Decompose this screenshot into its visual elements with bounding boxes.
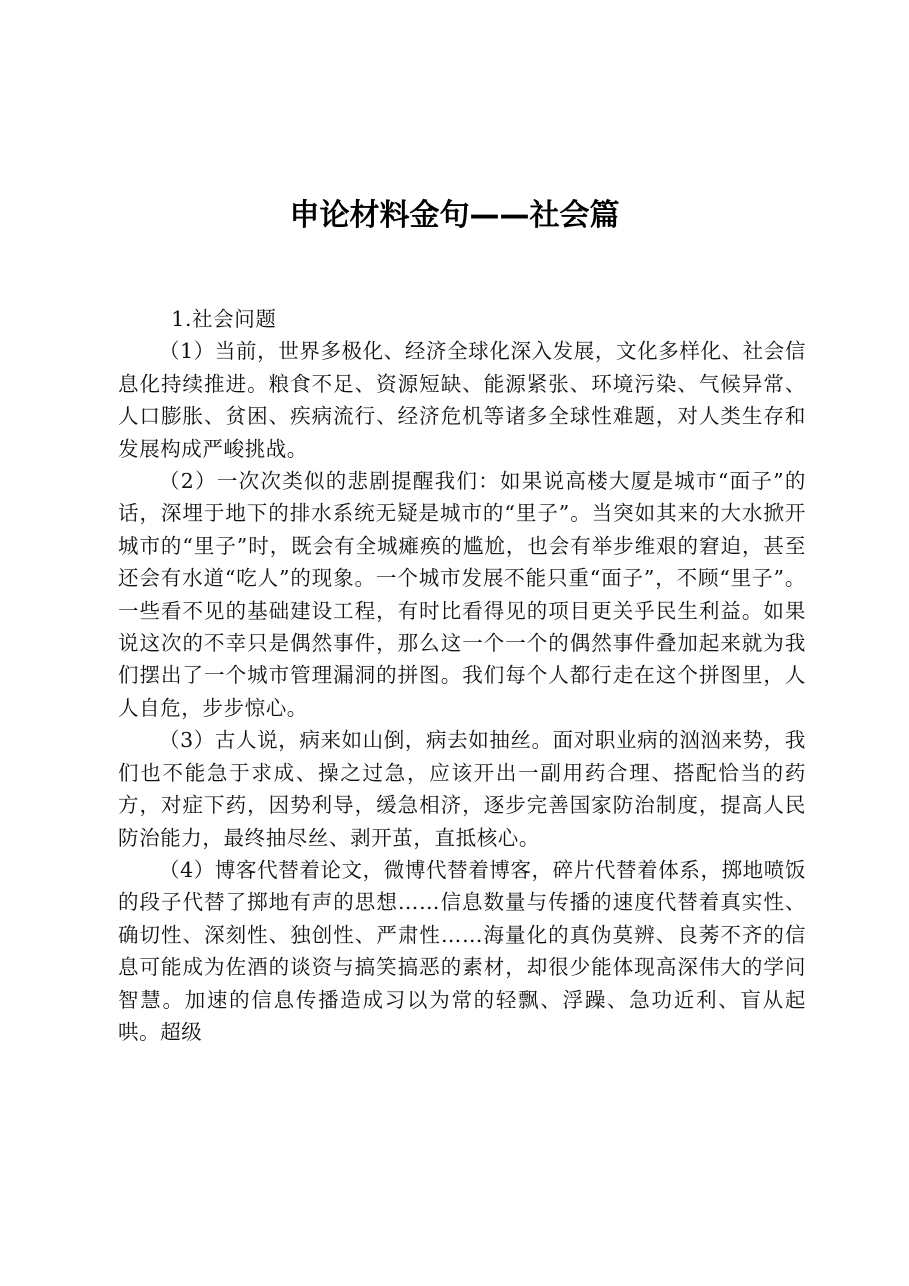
- paragraph-4: （4）博客代替着论文，微博代替着博客，碎片代替着体系，掷地喷饭的段子代替了掷地有声的思想……信息数量与传播的速度代替着真实性、确切性、深刻性、独创性、严肃性……海量化的真伪莫辨、良莠不齐的信息可能成为佐酒的谈资与搞笑搞恶的素材，却很少能体现高深伟大的学问智慧。加速的信息传播造成习以为常的轻飘、浮躁、急功近利、盲从起哄。超级: [118, 857, 806, 1044]
- paragraph-2: （2）一次次类似的悲剧提醒我们：如果说高楼大厦是城市“面子”的话，深埋于地下的排水系统无疑是城市的“里子”。当突如其来的大水掀开城市的“里子”时，既会有全城瘫痪的尴尬，也会有举步维艰的窘迫，甚至还会有水道“吃人”的现象。一个城市发展不能只重“面子”，不顾“里子”。一些看不见的基础建设工程，有时比看得见的项目更关乎民生利益。如果说这次的不幸只是偶然事件，那么这一个一个的偶然事件叠加起来就为我们摆出了一个城市管理漏洞的拼图。我们每个人都行走在这个拼图里，人人自危，步步惊心。: [118, 469, 806, 720]
- paragraph-3: （3）古人说，病来如山倒，病去如抽丝。面对职业病的汹汹来势，我们也不能急于求成、操之过急，应该开出一副用药合理、搭配恰当的药方，对症下药，因势利导，缓急相济，逐步完善国家防治制度，提高人民防治能力，最终抽尽丝、剥开茧，直抵核心。: [118, 728, 806, 850]
- document-title: 申论材料金句——社会篇: [289, 198, 620, 233]
- paragraph-1: （1）当前，世界多极化、经济全球化深入发展，文化多样化、社会信息化持续推进。粮食不足、资源短缺、能源紧张、环境污染、气候异常、人口膨胀、贫困、疾病流行、经济危机等诸多全球性难题，对人类生存和发展构成严峻挑战。: [118, 339, 806, 461]
- document-body: [118, 303, 806, 1048]
- section-heading: 1.社会问题: [171, 307, 277, 331]
